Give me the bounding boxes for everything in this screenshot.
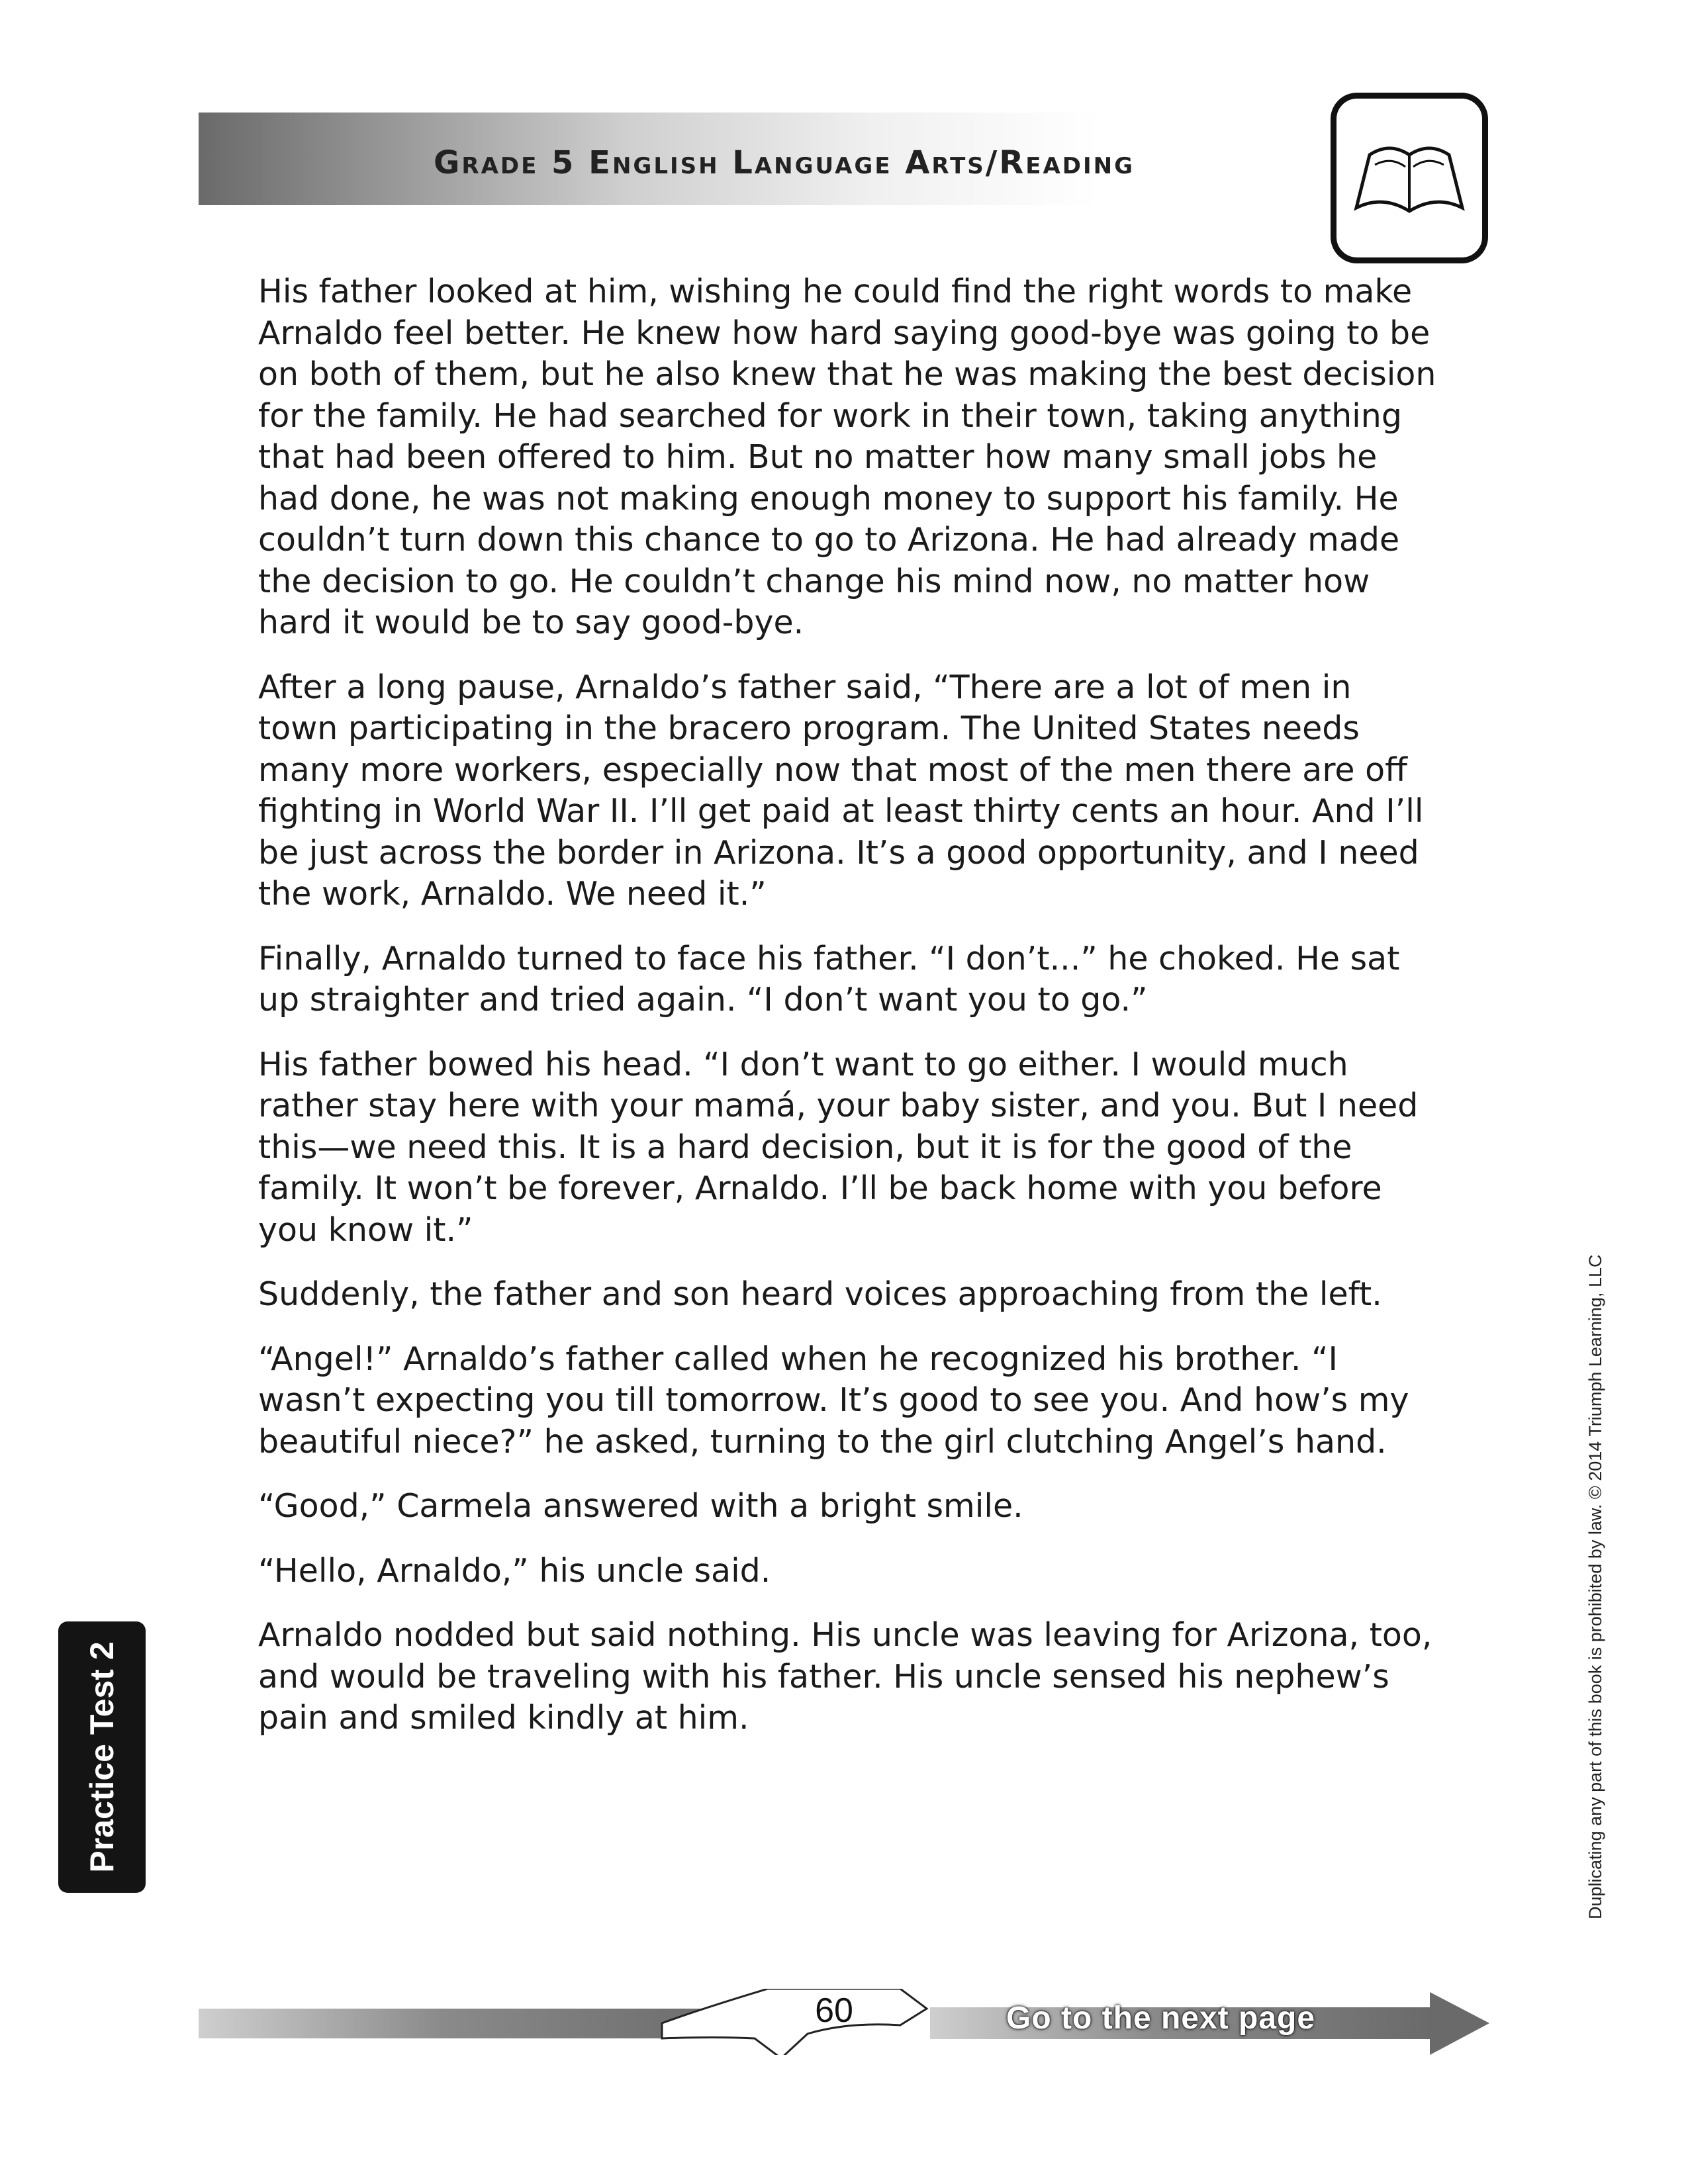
paragraph: His father bowed his head. “I don’t want to go either. I would much rather stay here with your mamá, your baby sister, and you. But I need this—we need this. It is a hard decision, but it is for the good of the family. It won’t be forever, Arnaldo. I’ll be back home with you before you know it.” bbox=[258, 1045, 1419, 1249]
paragraph: “Hello, Arnaldo,” his uncle said. bbox=[258, 1551, 771, 1590]
paragraph: “Good,” Carmela answered with a bright smile. bbox=[258, 1487, 1023, 1525]
paragraph: After a long pause, Arnaldo’s father said, “There are a lot of men in town participating in the bracero program. The United States needs many more workers, especially now that most of the men there are off fighting in World War II. I’ll get paid at least thirty cents an hour. And I’ll be just across the border in Arizona. It’s a good opportunity, and I need the work, Arnaldo. We need it.” bbox=[258, 668, 1424, 913]
page-title: Grade 5 English Language Arts/Reading bbox=[434, 144, 1135, 181]
story-text bbox=[258, 271, 1436, 1762]
book-icon-box bbox=[1331, 93, 1488, 263]
paragraph: Suddenly, the father and son heard voices approaching from the left. bbox=[258, 1275, 1382, 1313]
open-book-icon bbox=[1343, 128, 1476, 221]
practice-test-label: Practice Test 2 bbox=[83, 1641, 120, 1873]
paragraph: His father looked at him, wishing he could find the right words to make Arnaldo feel better. He knew how hard saying good-bye was going to be on both of them, but he also knew that he was making the best decision for the family. He had searched for work in their town, taking anything that had been offered to him. But no matter how many small jobs he had done, he was not making enough money to support his family. He couldn’t turn down this chance to go to Arizona. He had already made the decision to go. He couldn’t change his mind now, no matter how hard it would be to say good-bye. bbox=[258, 273, 1436, 641]
paragraph: Finally, Arnaldo turned to face his father. “I don’t...” he choked. He sat up straighter and tried again. “I don’t want you to go.” bbox=[258, 939, 1400, 1019]
arrow-right-icon bbox=[1430, 1992, 1489, 2055]
paragraph: Arnaldo nodded but said nothing. His uncle was leaving for Arizona, too, and would be traveling with his father. His uncle sensed his nephew’s pain and smiled kindly at him. bbox=[258, 1616, 1432, 1737]
paragraph: “Angel!” Arnaldo’s father called when he recognized his brother. “I wasn’t expecting you till tomorrow. It’s good to see you. And how’s my beautiful niece?” he asked, turning to the girl clutching Angel’s hand. bbox=[258, 1340, 1409, 1461]
copyright-notice: Duplicating any part of this book is prohibited by law. © 2014 Triumph Learning, LLC bbox=[1585, 1254, 1605, 1919]
page-number: 60 bbox=[815, 1991, 853, 2030]
next-page-label: Go to the next page bbox=[1006, 2001, 1316, 2036]
practice-test-tab bbox=[58, 1621, 146, 1893]
